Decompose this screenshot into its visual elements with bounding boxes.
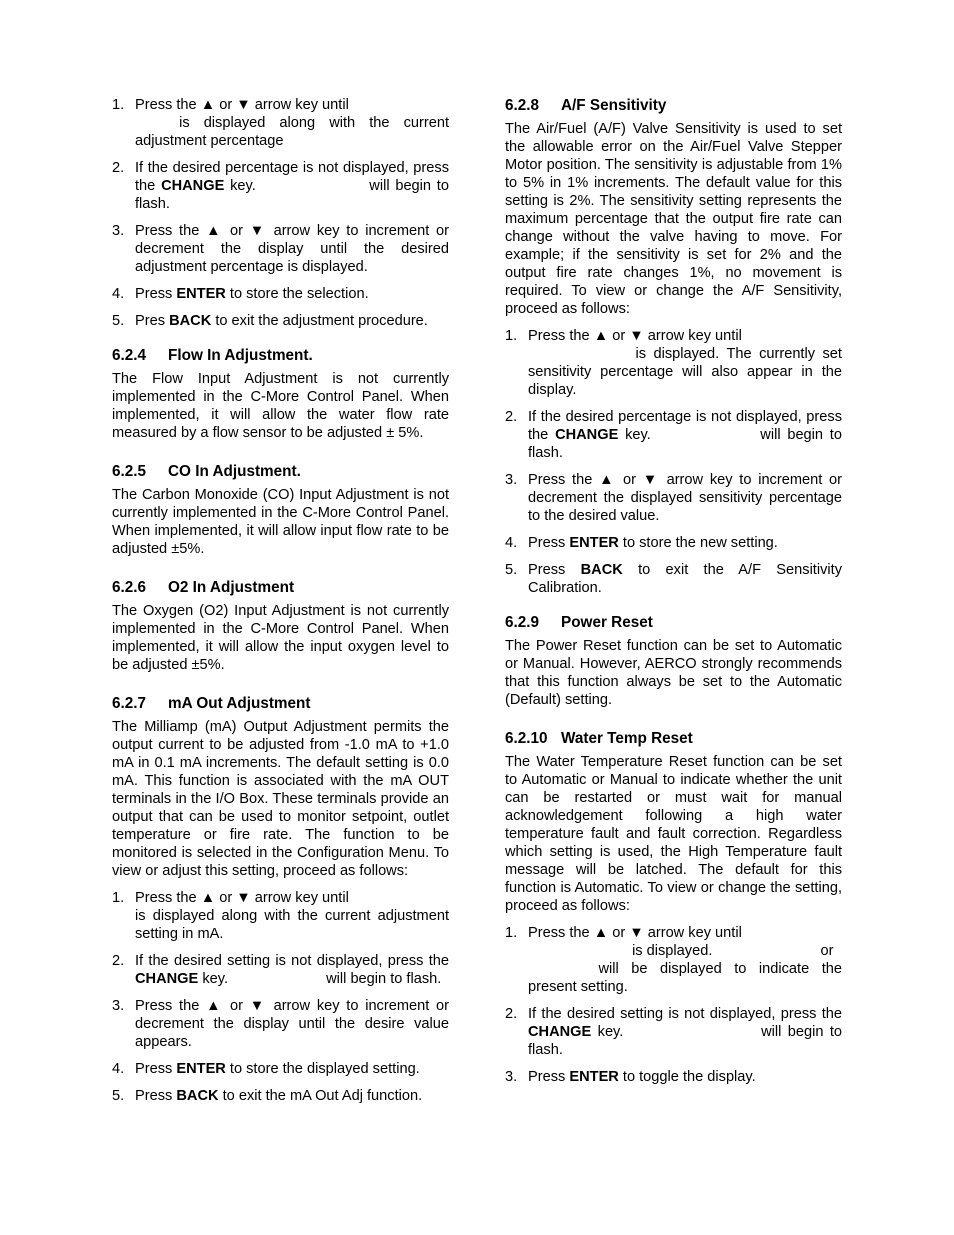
ma-out-steps-list [112, 889, 449, 1105]
section-paragraph: The Water Temperature Reset function can be set to Automatic or Manual to indicate whether the unit can be restarted or must wait for manual acknowledgement following a high water temperature fault and fault correction. Regardless which setting is used, the High Temperature fault message will be latched. The default for this function is Automatic. To view or change the setting, proceed as follows: [505, 754, 842, 914]
list-item: 4. Press ENTER to store the selection. [112, 286, 369, 302]
list-item: 3. Press the ▲ or ▼ arrow key to increment or decrement the display until the desire value appears. [112, 998, 449, 1050]
list-item: 3. Press the ▲ or ▼ arrow key to increment or decrement the display until the desired adjustment percentage is displayed. [112, 223, 449, 275]
list-item: 5. Press BACK to exit the mA Out Adj function. [112, 1088, 423, 1104]
section-heading: 6.2.5 CO In Adjustment. [112, 463, 301, 480]
section-heading: 6.2.4 Flow In Adjustment. [112, 347, 313, 364]
list-item: 2. If the desired percentage is not displayed, press the CHANGE key. will begin to flash. [505, 409, 842, 461]
right-column [505, 96, 842, 1095]
list-item: 2. If the desired setting is not displayed, press the CHANGE key. will begin to flash. [112, 953, 449, 987]
water-temp-reset-steps-list [505, 924, 842, 1086]
list-item: 4. Press ENTER to store the displayed setting. [112, 1061, 420, 1077]
section-paragraph: The Air/Fuel (A/F) Valve Sensitivity is used to set the allowable error on the Air/Fuel Valve Stepper Motor position. The sensitivity is adjustable from 1% to 5% in 1% increments. The default value for this setting is 2%. The sensitivity setting represents the maximum percentage that the output fire rate can change without the valve having to move. For example; if the sensitivity is set for 2% and the output fire rate changes 1%, no movement is required. To view or change the A/F Sensitivity, proceed as follows: [505, 121, 842, 317]
section-heading: 6.2.10 Water Temp Reset [505, 730, 693, 747]
section-paragraph: The Oxygen (O2) Input Adjustment is not currently implemented in the C-More Control Panel. When implemented, it will allow the input oxygen level to be adjusted ±5%. [112, 603, 449, 673]
list-item: 1. Press the ▲ or ▼ arrow key until is displayed. or will be displayed to indicate the present setting. [505, 925, 842, 995]
list-item: 1. Press the ▲ or ▼ arrow key until is displayed along with the current adjustment setting in mA. [112, 890, 449, 942]
list-item: 2. If the desired setting is not displayed, press the CHANGE key. will begin to flash. [505, 1006, 843, 1058]
section-paragraph: The Milliamp (mA) Output Adjustment permits the output current to be adjusted from -1.0 mA to +1.0 mA in 0.1 mA increments. The default setting is 0.0 mA. This function is associated with the mA OUT terminals in the I/O Box. These terminals provide an output that can be used to monitor setpoint, outlet temperature or fire rate. The function to be monitored is selected in the Configuration Menu. To view or adjust this setting, proceed as follows: [112, 719, 449, 879]
list-item: 5. Press BACK to exit the A/F Sensitivity Calibration. [505, 562, 842, 596]
section-paragraph: The Power Reset function can be set to Automatic or Manual. However, AERCO strongly recommends that this function always be set to the Automatic (Default) setting. [505, 638, 842, 708]
section-paragraph: The Carbon Monoxide (CO) Input Adjustment is not currently implemented in the C-More Control Panel. When implemented, it will allow input flow rate to be adjusted ±5%. [112, 487, 449, 557]
section-heading: 6.2.7 mA Out Adjustment [112, 695, 311, 712]
left-column [112, 96, 449, 1114]
section-heading: 6.2.8 A/F Sensitivity [505, 97, 667, 114]
adjustment-steps-list [112, 96, 449, 330]
list-item: 3. Press ENTER to toggle the display. [505, 1069, 756, 1085]
list-item: 4. Press ENTER to store the new setting. [505, 535, 778, 551]
list-item: 1. Press the ▲ or ▼ arrow key until is displayed. The currently set sensitivity percentage will also appear in the display. [505, 328, 842, 398]
af-sensitivity-steps-list [505, 327, 842, 597]
section-heading: 6.2.9 Power Reset [505, 614, 653, 631]
list-item: 1. Press the ▲ or ▼ arrow key until is displayed along with the current adjustment percentage [112, 97, 449, 149]
section-heading: 6.2.6 O2 In Adjustment [112, 579, 295, 596]
list-item: 5. Pres BACK to exit the adjustment procedure. [112, 313, 428, 329]
section-paragraph: The Flow Input Adjustment is not currently implemented in the C-More Control Panel. When implemented, it will allow the water flow rate measured by a flow sensor to be adjusted ± 5%. [112, 371, 449, 441]
list-item: 3. Press the ▲ or ▼ arrow key to increment or decrement the displayed sensitivity percentage to the desired value. [505, 472, 842, 524]
list-item: 2. If the desired percentage is not displayed, press the CHANGE key. will begin to flash. [112, 160, 449, 212]
